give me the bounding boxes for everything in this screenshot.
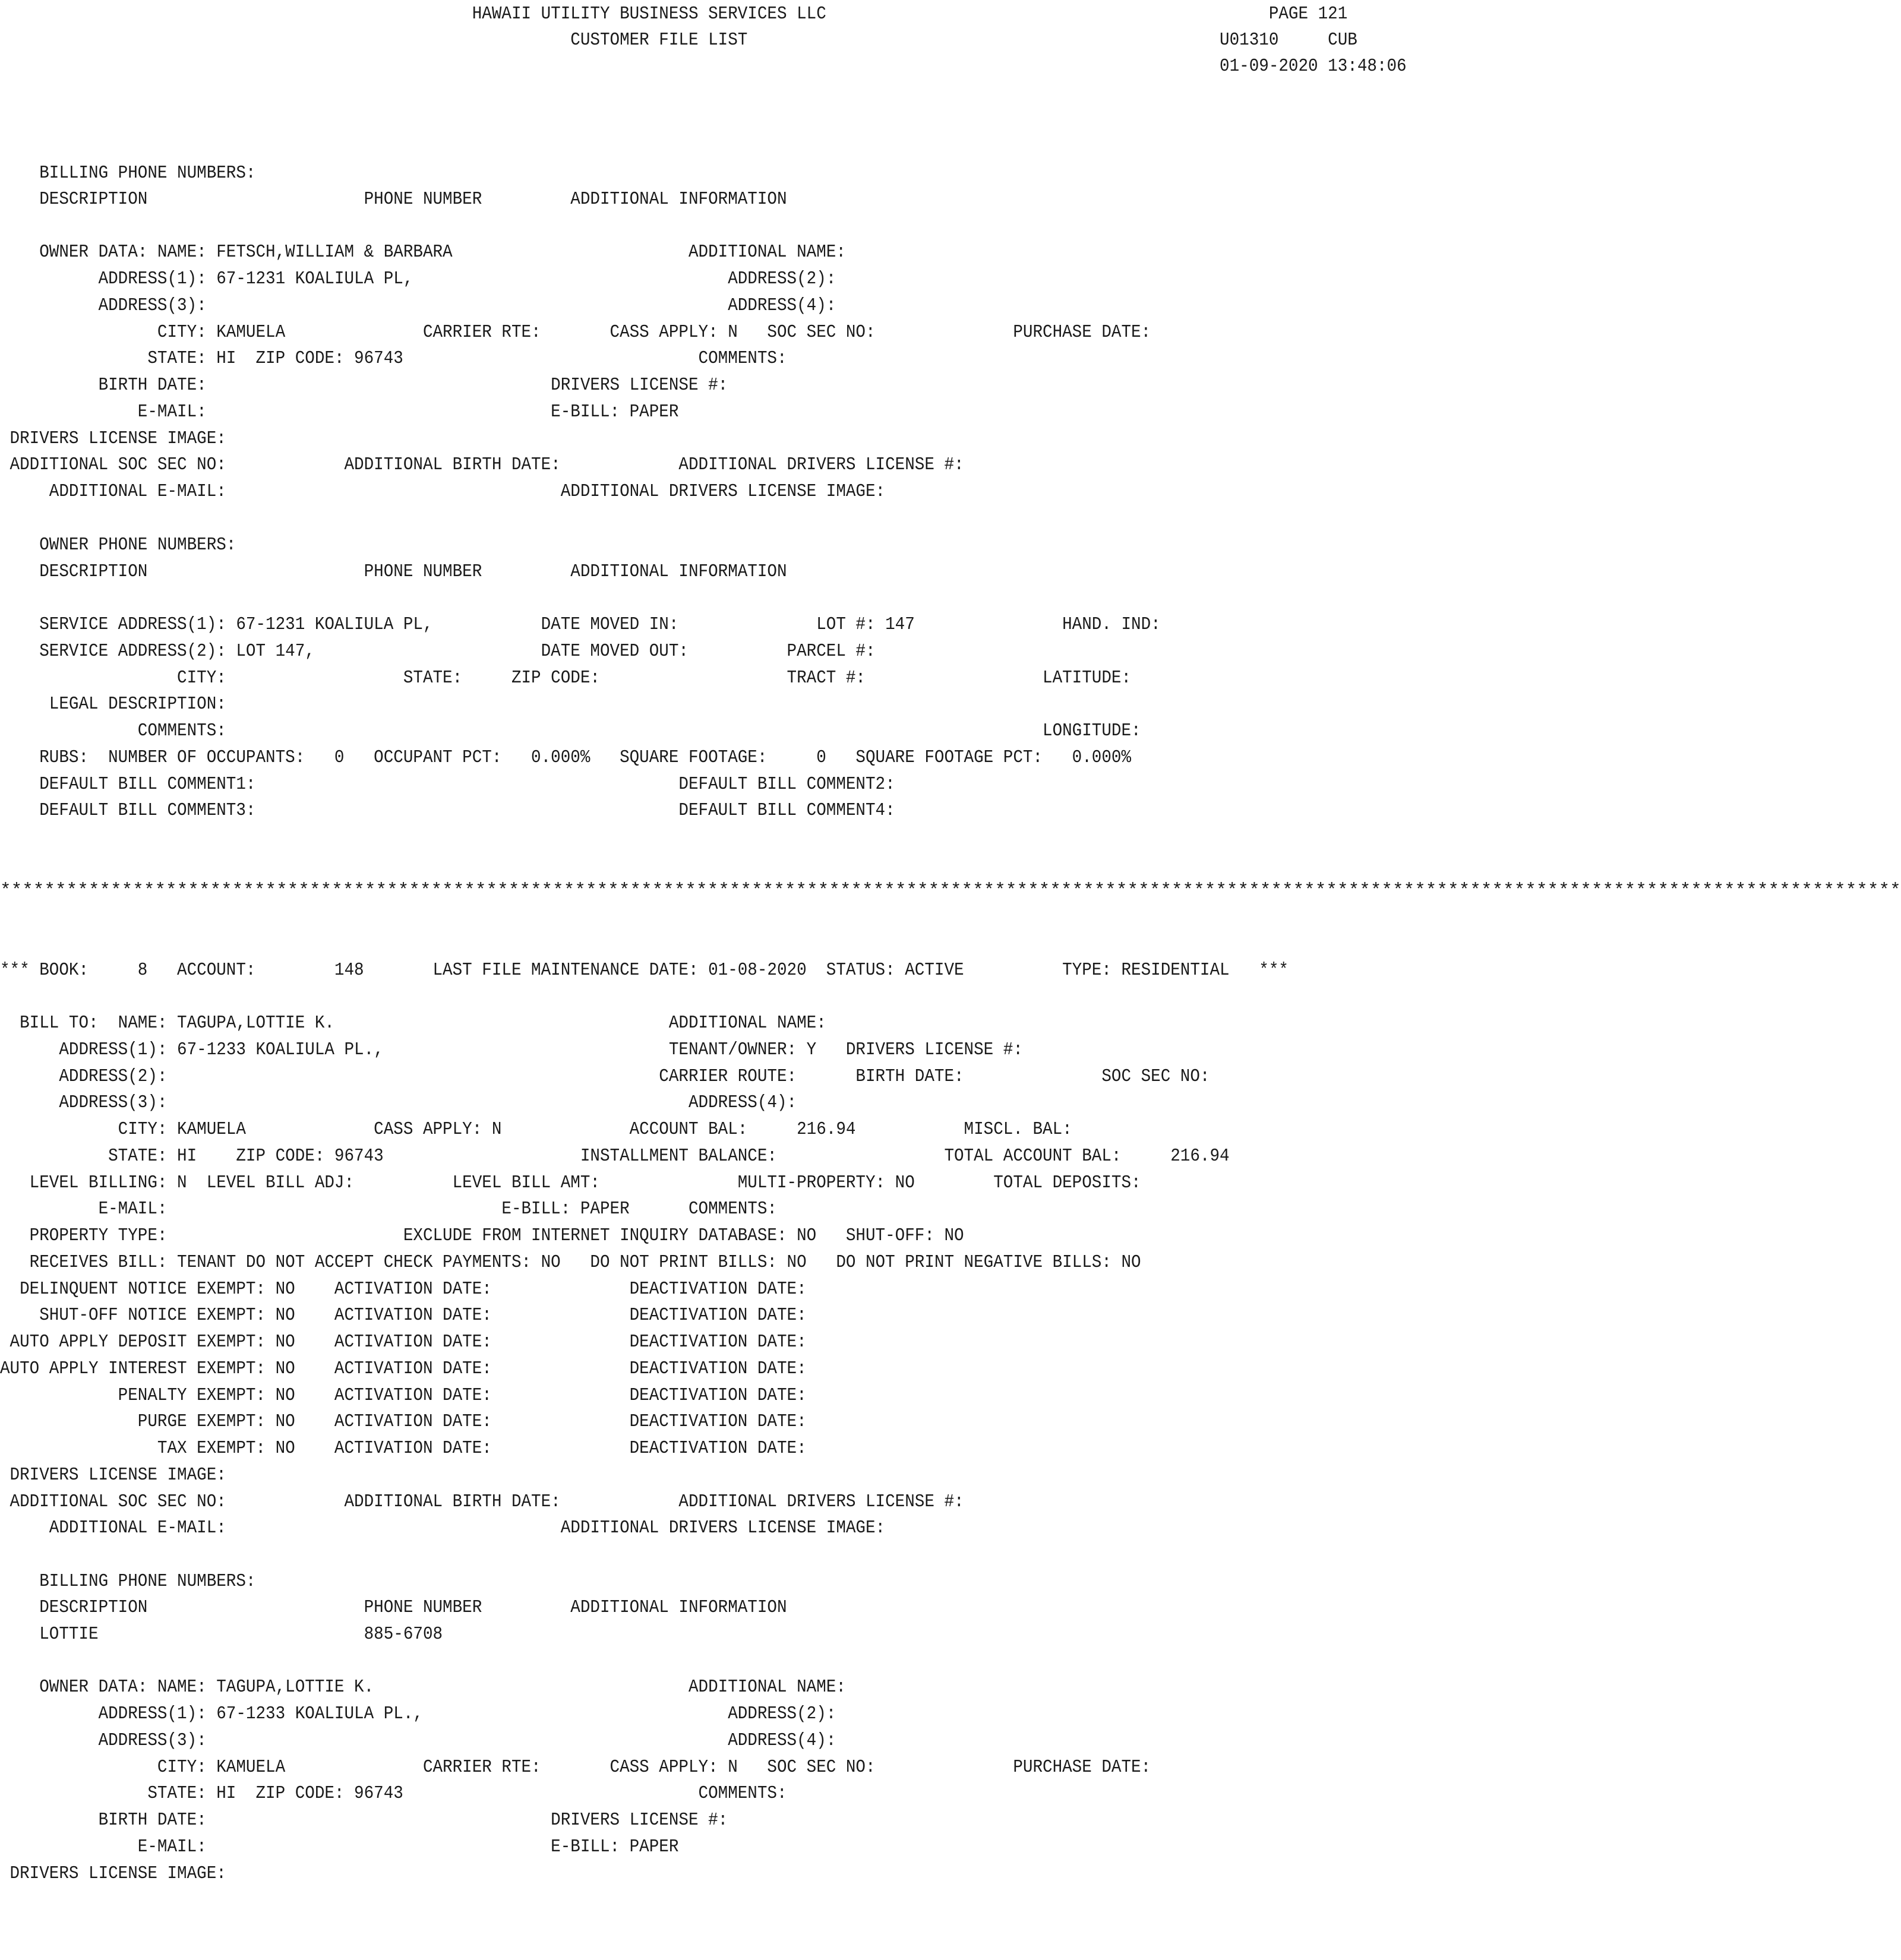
additional-soc-sec-line: ADDITIONAL SOC SEC NO: ADDITIONAL BIRTH DATE: ADDITIONAL DRIVERS LICENSE #:: [0, 454, 964, 475]
report-date-line: 01-09-2020 13:48:06: [0, 56, 1407, 77]
delinquent-notice-exempt-line: DELINQUENT NOTICE EXEMPT: NO ACTIVATION DATE: DEACTIVATION DATE:: [0, 1279, 807, 1300]
purge-exempt-line: PURGE EXEMPT: NO ACTIVATION DATE: DEACTIVATION DATE:: [0, 1411, 807, 1432]
default-bill-comments-line-2: DEFAULT BILL COMMENT3: DEFAULT BILL COMMENT4:: [0, 800, 895, 821]
phone-number-row: LOTTIE 885-6708: [0, 1624, 443, 1645]
owner-birth-date-line: BIRTH DATE: DRIVERS LICENSE #:: [0, 1810, 728, 1831]
auto-apply-deposit-exempt-line: AUTO APPLY DEPOSIT EXEMPT: NO ACTIVATION DATE: DEACTIVATION DATE:: [0, 1332, 807, 1352]
owner-email-line: E-MAIL: E-BILL: PAPER: [0, 402, 679, 422]
default-bill-comments-line-1: DEFAULT BILL COMMENT1: DEFAULT BILL COMMENT2:: [0, 774, 895, 795]
legal-description-line: LEGAL DESCRIPTION:: [0, 694, 226, 715]
property-type-line: PROPERTY TYPE: EXCLUDE FROM INTERNET INQUIRY DATABASE: NO SHUT-OFF: NO: [0, 1225, 964, 1246]
bill-to-state-line: STATE: HI ZIP CODE: 96743 INSTALLMENT BALANCE: TOTAL ACCOUNT BAL: 216.94: [0, 1146, 1230, 1166]
drivers-license-image-line: DRIVERS LICENSE IMAGE:: [0, 1465, 226, 1485]
owner-birth-date-line: BIRTH DATE: DRIVERS LICENSE #:: [0, 375, 728, 396]
additional-soc-sec-line: ADDITIONAL SOC SEC NO: ADDITIONAL BIRTH DATE: ADDITIONAL DRIVERS LICENSE #:: [0, 1491, 964, 1512]
bill-to-address-2: ADDRESS(2): CARRIER ROUTE: BIRTH DATE: SOC SEC NO:: [0, 1066, 1210, 1087]
owner-phone-heading: OWNER PHONE NUMBERS:: [0, 535, 236, 555]
report-company-header: HAWAII UTILITY BUSINESS SERVICES LLC PAGE 121: [0, 4, 1348, 24]
bill-to-city-line: CITY: KAMUELA CASS APPLY: N ACCOUNT BAL: 216.94 MISCL. BAL:: [0, 1119, 1072, 1140]
service-city-line: CITY: STATE: ZIP CODE: TRACT #: LATITUDE:: [0, 668, 1132, 688]
owner-address-line-2: ADDRESS(3): ADDRESS(4):: [0, 295, 836, 316]
penalty-exempt-line: PENALTY EXEMPT: NO ACTIVATION DATE: DEACTIVATION DATE:: [0, 1385, 807, 1406]
record-separator: ****************************************************************************************************************************************************************************: [0, 880, 1901, 901]
bill-to-address-3: ADDRESS(3): ADDRESS(4):: [0, 1092, 797, 1113]
owner-city-line: CITY: KAMUELA CARRIER RTE: CASS APPLY: N SOC SEC NO: PURCHASE DATE:: [0, 322, 1151, 343]
service-address-line-2: SERVICE ADDRESS(2): LOT 147, DATE MOVED OUT: PARCEL #:: [0, 641, 876, 662]
owner-address-line-1: ADDRESS(1): 67-1233 KOALIULA PL., ADDRESS(2):: [0, 1703, 836, 1724]
account-header-line: *** BOOK: 8 ACCOUNT: 148 LAST FILE MAINTENANCE DATE: 01-08-2020 STATUS: ACTIVE TYPE: RESIDENTIAL ***: [0, 960, 1289, 981]
level-billing-line: LEVEL BILLING: N LEVEL BILL ADJ: LEVEL BILL AMT: MULTI-PROPERTY: NO TOTAL DEPOSITS:: [0, 1172, 1141, 1193]
report-title-line: CUSTOMER FILE LIST U01310 CUB: [0, 30, 1357, 50]
rubs-line: RUBS: NUMBER OF OCCUPANTS: 0 OCCUPANT PCT: 0.000% SQUARE FOOTAGE: 0 SQUARE FOOTAGE PCT: 0.000%: [0, 747, 1132, 768]
phone-column-headers: DESCRIPTION PHONE NUMBER ADDITIONAL INFORMATION: [0, 561, 787, 582]
owner-email-line: E-MAIL: E-BILL: PAPER: [0, 1836, 679, 1857]
owner-state-line: STATE: HI ZIP CODE: 96743 COMMENTS:: [0, 348, 787, 369]
billing-phone-heading: BILLING PHONE NUMBERS:: [0, 163, 256, 184]
owner-city-line: CITY: KAMUELA CARRIER RTE: CASS APPLY: N SOC SEC NO: PURCHASE DATE:: [0, 1757, 1151, 1778]
bill-to-email-line: E-MAIL: E-BILL: PAPER COMMENTS:: [0, 1199, 777, 1219]
owner-address-line-1: ADDRESS(1): 67-1231 KOALIULA PL, ADDRESS(2):: [0, 268, 836, 289]
drivers-license-image-line: DRIVERS LICENSE IMAGE:: [0, 428, 226, 449]
billing-phone-heading: BILLING PHONE NUMBERS:: [0, 1571, 256, 1592]
tax-exempt-line: TAX EXEMPT: NO ACTIVATION DATE: DEACTIVATION DATE:: [0, 1438, 807, 1459]
owner-data-name-line: OWNER DATA: NAME: FETSCH,WILLIAM & BARBARA ADDITIONAL NAME:: [0, 242, 846, 263]
owner-data-name-line: OWNER DATA: NAME: TAGUPA,LOTTIE K. ADDITIONAL NAME:: [0, 1677, 846, 1697]
receives-bill-line: RECEIVES BILL: TENANT DO NOT ACCEPT CHECK PAYMENTS: NO DO NOT PRINT BILLS: NO DO NOT PRINT NEGATIVE BILLS: NO: [0, 1252, 1141, 1273]
auto-apply-interest-exempt-line: AUTO APPLY INTEREST EXEMPT: NO ACTIVATION DATE: DEACTIVATION DATE:: [0, 1358, 807, 1379]
bill-to-address-1: ADDRESS(1): 67-1233 KOALIULA PL., TENANT/OWNER: Y DRIVERS LICENSE #:: [0, 1039, 1023, 1060]
additional-email-line: ADDITIONAL E-MAIL: ADDITIONAL DRIVERS LICENSE IMAGE:: [0, 481, 886, 502]
additional-email-line: ADDITIONAL E-MAIL: ADDITIONAL DRIVERS LICENSE IMAGE:: [0, 1518, 886, 1538]
phone-column-headers: DESCRIPTION PHONE NUMBER ADDITIONAL INFORMATION: [0, 1597, 787, 1618]
shut-off-notice-exempt-line: SHUT-OFF NOTICE EXEMPT: NO ACTIVATION DATE: DEACTIVATION DATE:: [0, 1305, 807, 1326]
service-comments-line: COMMENTS: LONGITUDE:: [0, 720, 1141, 741]
bill-to-name-line: BILL TO: NAME: TAGUPA,LOTTIE K. ADDITIONAL NAME:: [0, 1013, 826, 1033]
service-address-line-1: SERVICE ADDRESS(1): 67-1231 KOALIULA PL, DATE MOVED IN: LOT #: 147 HAND. IND:: [0, 614, 1161, 635]
drivers-license-image-line: DRIVERS LICENSE IMAGE:: [0, 1863, 226, 1884]
owner-state-line: STATE: HI ZIP CODE: 96743 COMMENTS:: [0, 1783, 787, 1804]
owner-address-line-2: ADDRESS(3): ADDRESS(4):: [0, 1730, 836, 1751]
phone-column-headers: DESCRIPTION PHONE NUMBER ADDITIONAL INFORMATION: [0, 189, 787, 210]
